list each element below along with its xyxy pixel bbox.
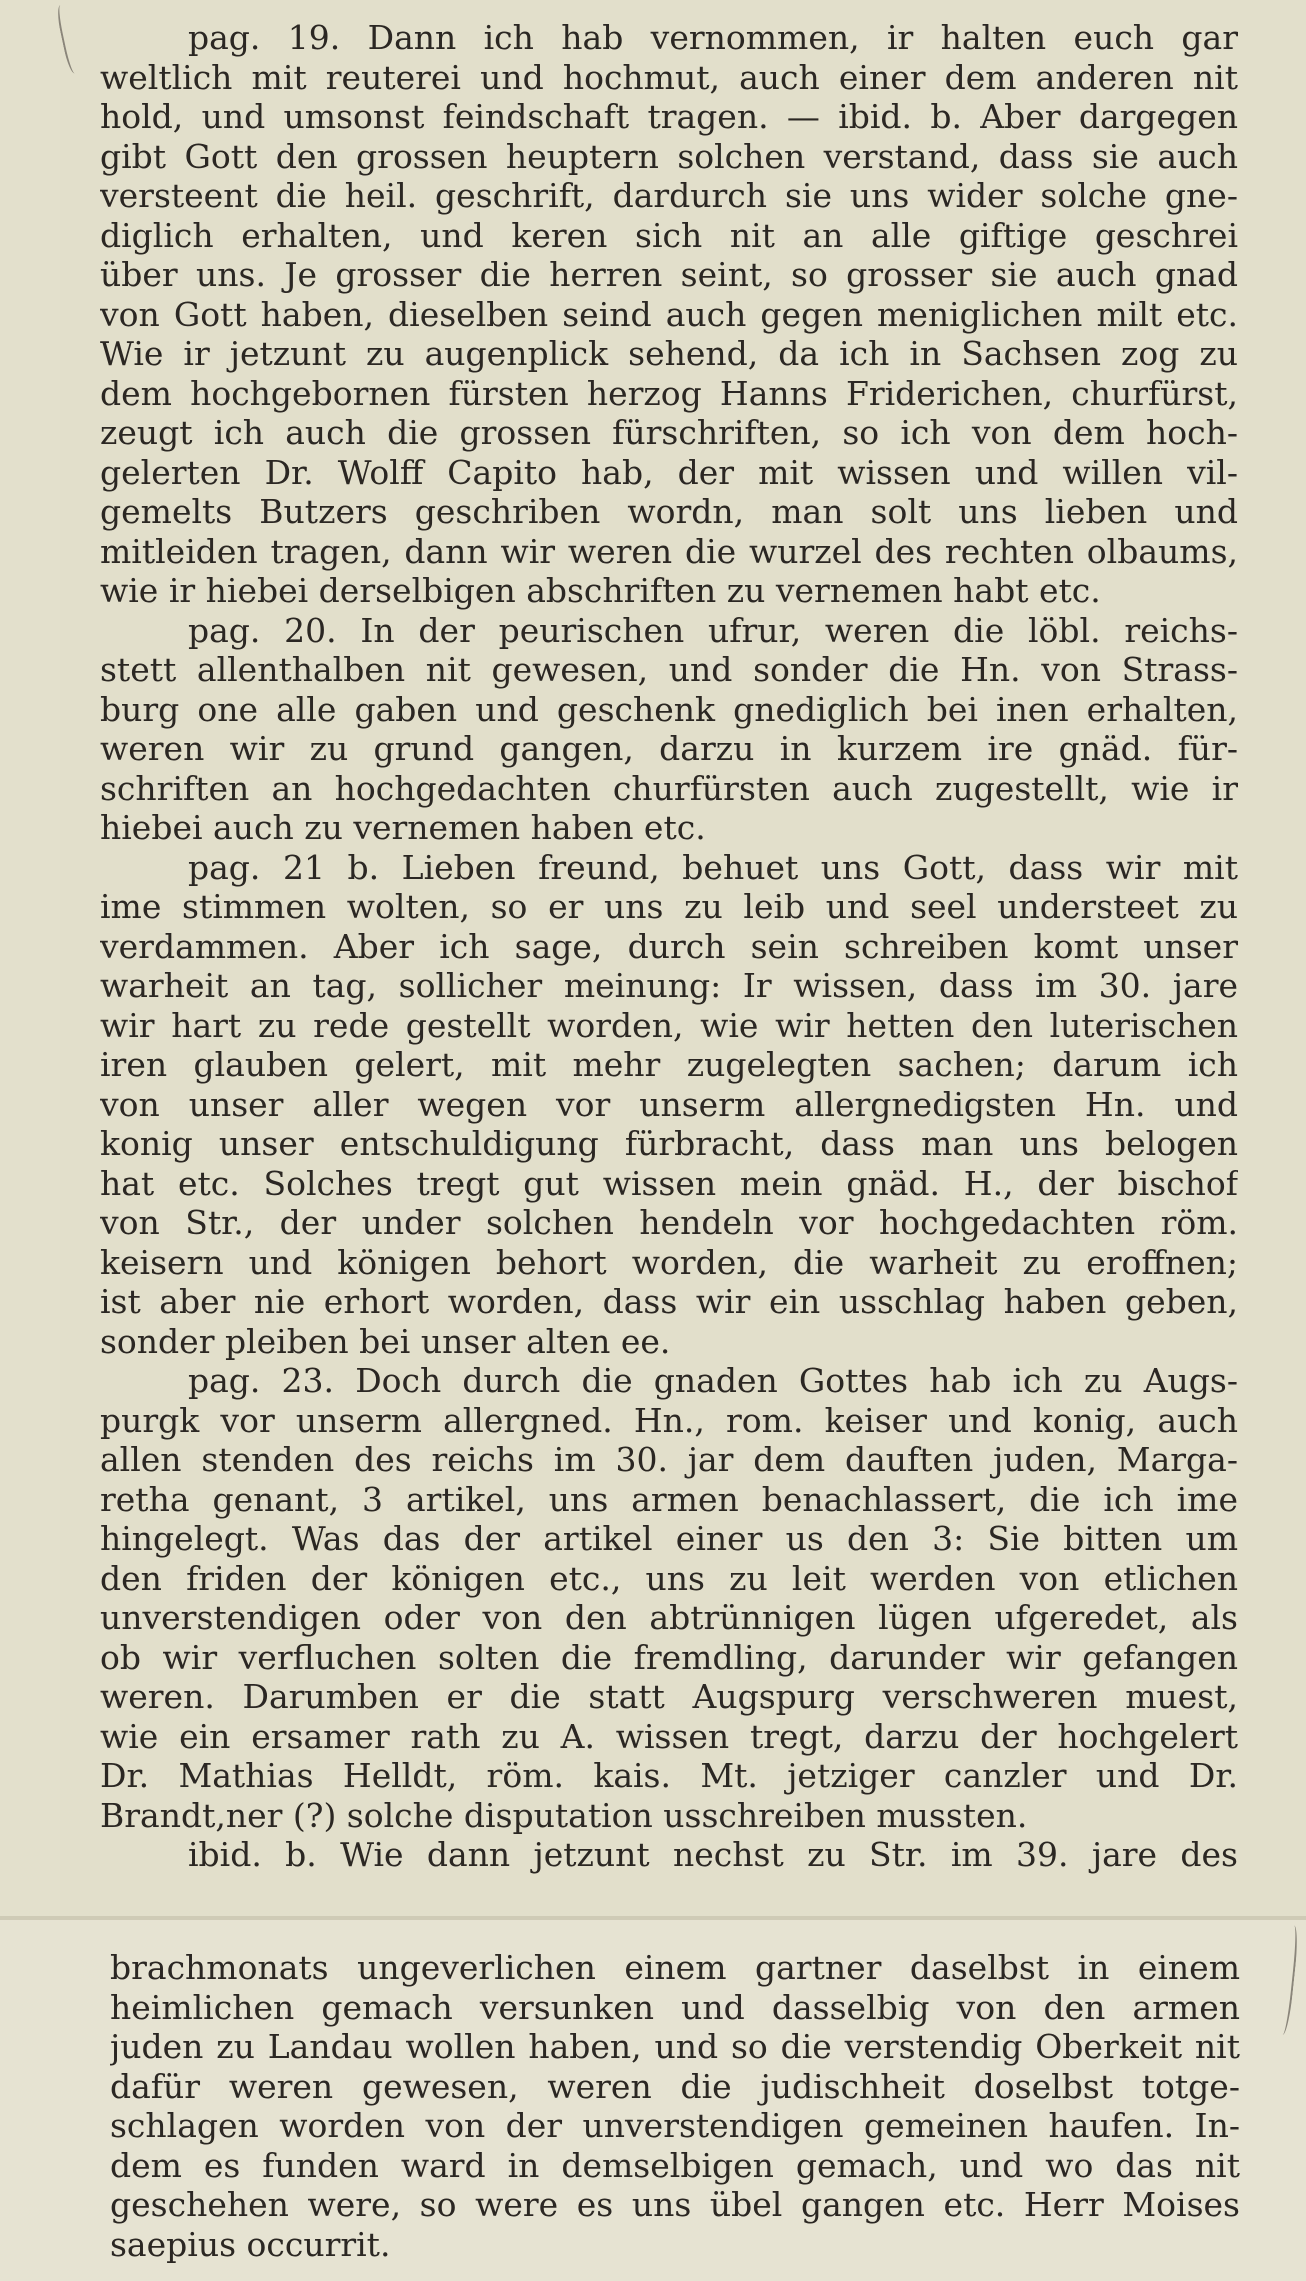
- text-line: iren glauben gelert, mit mehr zugelegten sachen; darum ich: [100, 1045, 1238, 1084]
- text-line: dem hochgebornen fürsten herzog Hanns Friderichen, churfürst,: [100, 373, 1238, 413]
- text-line: ist aber nie erhort worden, dass wir ein usschlag haben geben,: [100, 1282, 1238, 1321]
- text-line: gibt Gott den grossen heuptern solchen verstand, dass sie auch: [100, 136, 1238, 176]
- text-line: pag. 21 b. Lieben freund, behuet uns Gott, dass wir mit: [188, 847, 1238, 887]
- text-line: unverstendigen oder von den abtrünnigen lügen ufgeredet, als: [100, 1598, 1238, 1637]
- text-line: diglich erhalten, und keren sich nit an alle giftige geschrei: [100, 215, 1238, 255]
- text-line: von Gott haben, dieselben seind auch gegen meniglichen milt etc.: [100, 294, 1238, 334]
- text-line: hiebei auch zu vernemen haben etc.: [100, 808, 706, 847]
- text-line: konig unser entschuldigung fürbracht, dass man uns belogen: [100, 1124, 1238, 1163]
- text-line: weren wir zu grund gangen, darzu in kurzem ire gnäd. für-: [100, 729, 1238, 768]
- text-line: wie ein ersamer rath zu A. wissen tregt, darzu der hochgelert: [100, 1716, 1238, 1756]
- text-line: pag. 19. Dann ich hab vernommen, ir halten euch gar: [188, 18, 1238, 57]
- text-line: hingelegt. Was das der artikel einer us den 3: Sie bitten um: [100, 1519, 1238, 1558]
- text-line: weltlich mit reuterei und hochmut, auch einer dem anderen nit: [100, 57, 1238, 97]
- text-line: juden zu Landau wollen haben, und so die verstendig Oberkeit nit: [110, 2027, 1240, 2066]
- text-line: ibid. b. Wie dann jetzunt nechst zu Str. im 39. jare des: [188, 1835, 1238, 1874]
- text-line: hold, und umsonst feindschaft tragen. — ibid. b. Aber dargegen: [100, 97, 1238, 136]
- text-line: pag. 20. In der peurischen ufrur, weren die löbl. reichs-: [188, 610, 1238, 650]
- text-line: von unser aller wegen vor unserm allergnedigsten Hn. und: [100, 1084, 1238, 1124]
- text-line: hat etc. Solches tregt gut wissen mein gnäd. H., der bischof: [100, 1163, 1238, 1203]
- text-line: verdammen. Aber ich sage, durch sein schreiben komt unser: [100, 926, 1238, 966]
- text-line: warheit an tag, sollicher meinung: Ir wissen, dass im 30. jare: [100, 966, 1238, 1005]
- text-line: ob wir verfluchen solten die fremdling, darunder wir gefangen: [100, 1637, 1238, 1677]
- text-line: Brandt,ner (?) solche disputation usschreiben mussten.: [100, 1795, 1028, 1835]
- text-line: versteent die heil. geschrift, dardurch sie uns wider solche gne-: [100, 176, 1238, 215]
- text-line: schlagen worden von der unverstendigen gemeinen haufen. In-: [110, 2106, 1240, 2145]
- text-line: gemelts Butzers geschriben wordn, man solt uns lieben und: [100, 492, 1238, 531]
- text-line: den friden der königen etc., uns zu leit werden von etlichen: [100, 1558, 1238, 1598]
- upper-body-text: [100, 18, 1238, 1875]
- text-line: zeugt ich auch die grossen fürschriften, so ich von dem hoch-: [100, 413, 1238, 452]
- lower-body-text: [110, 1948, 1240, 2264]
- text-line: gelerten Dr. Wolff Capito hab, der mit wissen und willen vil-: [100, 452, 1238, 492]
- text-line: über uns. Je grosser die herren seint, so grosser sie auch gnad: [100, 255, 1238, 294]
- text-line: brachmonats ungeverlichen einem gartner daselbst in einem: [110, 1948, 1240, 1987]
- text-line: keisern und königen behort worden, die warheit zu eroffnen;: [100, 1242, 1238, 1282]
- text-line: burg one alle gaben und geschenk gnediglich bei inen erhalten,: [100, 689, 1238, 729]
- text-line: Wie ir jetzunt zu augenplick sehend, da ich in Sachsen zog zu: [100, 334, 1238, 373]
- text-line: sonder pleiben bei unser alten ee.: [100, 1321, 671, 1361]
- text-line: Dr. Mathias Helldt, röm. kais. Mt. jetziger canzler und Dr.: [100, 1756, 1238, 1795]
- text-line: schriften an hochgedachten churfürsten auch zugestellt, wie ir: [100, 768, 1238, 808]
- text-line: dem es funden ward in demselbigen gemach, und wo das nit: [110, 2145, 1240, 2185]
- text-line: stett allenthalben nit gewesen, und sonder die Hn. von Strass-: [100, 650, 1238, 689]
- text-line: pag. 23. Doch durch die gnaden Gottes hab ich zu Augs-: [188, 1361, 1238, 1400]
- text-line: mitleiden tragen, dann wir weren die wurzel des rechten olbaums,: [100, 531, 1238, 571]
- text-line: wir hart zu rede gestellt worden, wie wir hetten den luterischen: [100, 1005, 1238, 1045]
- text-line: heimlichen gemach versunken und dasselbig von den armen: [110, 1987, 1240, 2027]
- text-line: geschehen were, so were es uns übel gangen etc. Herr Moises: [110, 2185, 1240, 2224]
- text-line: retha genant, 3 artikel, uns armen benachlassert, die ich ime: [100, 1479, 1238, 1519]
- text-line: saepius occurrit.: [110, 2224, 391, 2264]
- text-line: allen stenden des reichs im 30. jar dem dauften juden, Marga-: [100, 1440, 1238, 1479]
- text-line: von Str., der under solchen hendeln vor hochgedachten röm.: [100, 1203, 1238, 1242]
- text-line: dafür weren gewesen, weren die judischheit doselbst totge-: [110, 2066, 1240, 2106]
- text-line: wie ir hiebei derselbigen abschriften zu vernemen habt etc.: [100, 571, 1101, 610]
- text-line: ime stimmen wolten, so er uns zu leib und seel understeet zu: [100, 887, 1238, 926]
- text-line: purgk vor unserm allergned. Hn., rom. keiser und konig, auch: [100, 1400, 1238, 1440]
- text-line: weren. Darumben er die statt Augspurg verschweren muest,: [100, 1677, 1238, 1716]
